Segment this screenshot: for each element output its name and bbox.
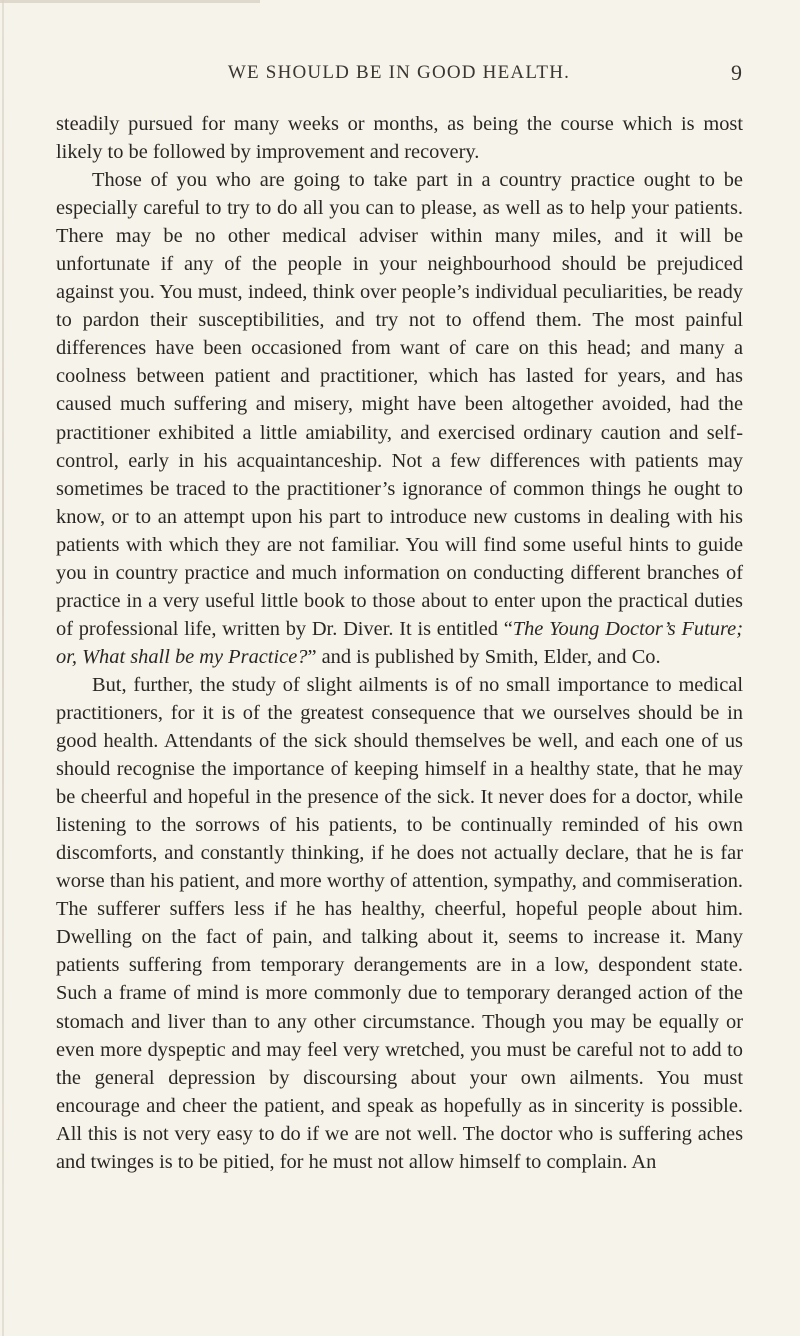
page-number: 9 [731,60,742,85]
page-left-edge [2,0,4,1336]
book-title: The Young Doctor’s Future; or, What shall be my Practice? [56,617,743,668]
page-top-edge [0,0,260,3]
paragraph-country-practice-end: ” and is published by Smith, Elder, and Co. [307,645,661,668]
paragraph-country-practice-text: Those of you who are going to take part in a country practice ought to be especially careful to try to do all you can to please, as well as to help your patients. There may be no other medical adviser within many miles, and it will be unfortunate if any of the people in your neighbourhood should be prejudiced against you. You must, indeed, think over people’s individual peculiarities, be ready to pardon their susceptibilities, and try not to offend them. The most painful differences have been occasioned from want of care on this head; and many a coolness between patient and practitioner, which has lasted for years, and has caused much suffering and misery, might have been altogether avoided, had the practitioner exhibited a little amiability, and exercised ordinary caution and self-control, early in his acquaintanceship. Not a few differences with patients may sometimes be traced to the practitioner’s ignorance of common things he ought to know, or to an attempt upon his part to introduce new customs in dealing with his patients with which they are not familiar. You will find some useful hints to guide you in country practice and much information on conducting different branches of practice in a very useful little book to those about to enter upon the practical duties of professional life, written by Dr. Diver. It is entitled “ [56,169,743,640]
paragraph-country-practice [56,166,743,671]
body-text [56,110,743,1176]
paragraph-continued: steadily pursued for many weeks or months, as being the course which is most likely to be followed by improvement and recovery. [56,113,743,164]
page-header [60,60,742,90]
paragraph-good-health: But, further, the study of slight ailments is of no small importance to medical practitioners, for it is of the greatest consequence that we ourselves should be in good health. Attendants of the sick should themselves be well, and each one of us should recognise the importance of keeping himself in a healthy state, that he may be cheerful and hopeful in the presence of the sick. It never does for a doctor, while listening to the sorrows of his patients, to be continually reminded of his own discomforts, and constantly thinking, if he does not actually declare, that he is far worse than his patient, and more worthy of attention, sympathy, and commiseration. The sufferer suffers less if he has healthy, cheerful, hopeful people about him. Dwelling on the fact of pain, and talking about it, seems to increase it. Many patients suffering from temporary derangements are in a low, despondent state. Such a frame of mind is more commonly due to temporary deranged action of the stomach and liver than to any other circumstance. Though you may be equally or even more dyspeptic and may feel very wretched, you must be careful not to add to the general depression by discoursing about your own ailments. You must encourage and cheer the patient, and speak as hopefully as in sincerity is possible. All this is not very easy to do if we are not well. The doctor who is suffering aches and twinges is to be pitied, for he must not allow himself to complain. An [56,673,743,1173]
running-title: WE SHOULD BE IN GOOD HEALTH. [227,62,571,83]
